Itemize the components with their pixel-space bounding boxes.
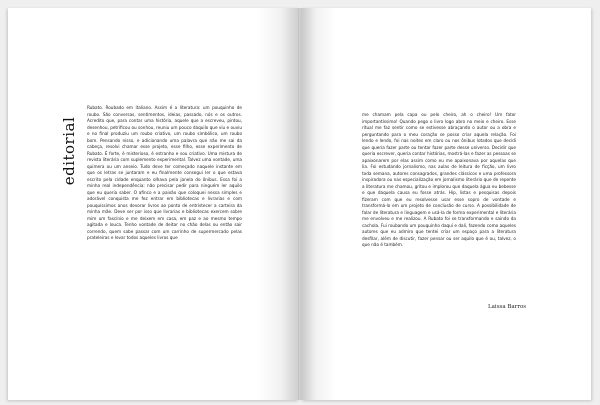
left-gutter-shadow: [257, 8, 299, 400]
editorial-body-left: Rubato. Roubado em italiano. Assim é a literatura: um pouquinho de roubo. São conversas, sentimentos, ideias, passado, nós e os outros. Acredito que, para contar uma história, aquele que a escreveu, pintou, desenhou, petrificou ou sonhou, reuniu um pouco daquilo que viu e ouviu e no final produziu um roubo criativo, um roubo simbólico, um roubo bom. Pensando nisso, e adicionando uma palavra que não me sai da cabeça, resolvi chamar esse projeto, esse filho, esse experimento de Rubato. É forte, é misterioso, é estranho e sou criativo. Uma mistura de revista literária com suplemento experimental. Talvez uma vontade, uma quimera ou um anseio. Tudo deve ter começado naquele instante em que os letras se juntaram e eu finalmente consegui ler o que estava escrito pela cidade enquanto olhava pela janela do ônibus. Essa foi a minha real independência: não precisar pedir para ninguém ler aquilo que eu queria saber. O afinco e a paixão que coloquei nessa simples e adorável conquista me fez entrar em bibliotecas e livrarias e com pouquíssimos anos devorar livros ao ponto de entristecer a carteira da minha mãe. Deve ser por isso que livrarias e bibliotecas exercem sobre mim um fascínio e me deixem em casa, em paz e ao mesmo tempo agitada e louca. Tenho vontade de deitar no chão delas ou então sair correndo, quem sabe passar com um carrinho de supermercado pelas prateleiras e levar todos aqueles livros que: [87, 105, 242, 240]
editorial-body-right: me chamam pela capa ou pelo cheiro, ah o cheiro! Um fator importantíssimo! Quando pego o livro logo abro no meio e cheiro. Esse ritual me faz sentir como se estivesse abraçando o autor ou a obra e perguntando para o meu coração se posso criar aquela relação. Foi lendo e lendo, foi nas noites em claro ou nos ônibus lotados que decidi que queria fazer parte ou tentar fazer parte desse universo. Decidir que queria escrever, queria contar histórias, mostrá-las e fazer as pessoas se apaixonarem por elas assim como eu me apaixonava por aquelas que lia. Foi estudando jornalismo, nas aulas de leitura de ficção, um livro toda semana, autores consagrados, grandes clássicos e uma professora inspiradora ou nas especialização em jornalismo literário que de repente a literatura me chamou, gritou e implorou que daquela água eu bebesse e que daquela causa eu fosse atrás. Hip, listas e pesquisas depois fizeram com que eu resolvesse usar esse sopro de vontade e transformá-lo em um projeto de conclusão de curso. A possibilidade de falar de literatura e linguagem e usá-la de forma experimental e literária me envolveu e me realizou. A Rubato foi se transformando e saindo da cachola. Fui roubando um pouquinho daqui e dali, fazendo como aqueles autores que eu admiro que tentei criar um espaço para a literatura desfilar, além de discutir, fazer pensar ou ser aquilo que é ou, talvez, o que não é também.: [362, 112, 516, 247]
right-page: [301, 8, 591, 400]
right-gutter-shadow: [301, 8, 335, 400]
left-page: [8, 8, 299, 400]
section-title: [60, 113, 78, 189]
author-signature: Laissa Barros: [488, 304, 527, 310]
section-title-text: editorial: [60, 116, 78, 186]
